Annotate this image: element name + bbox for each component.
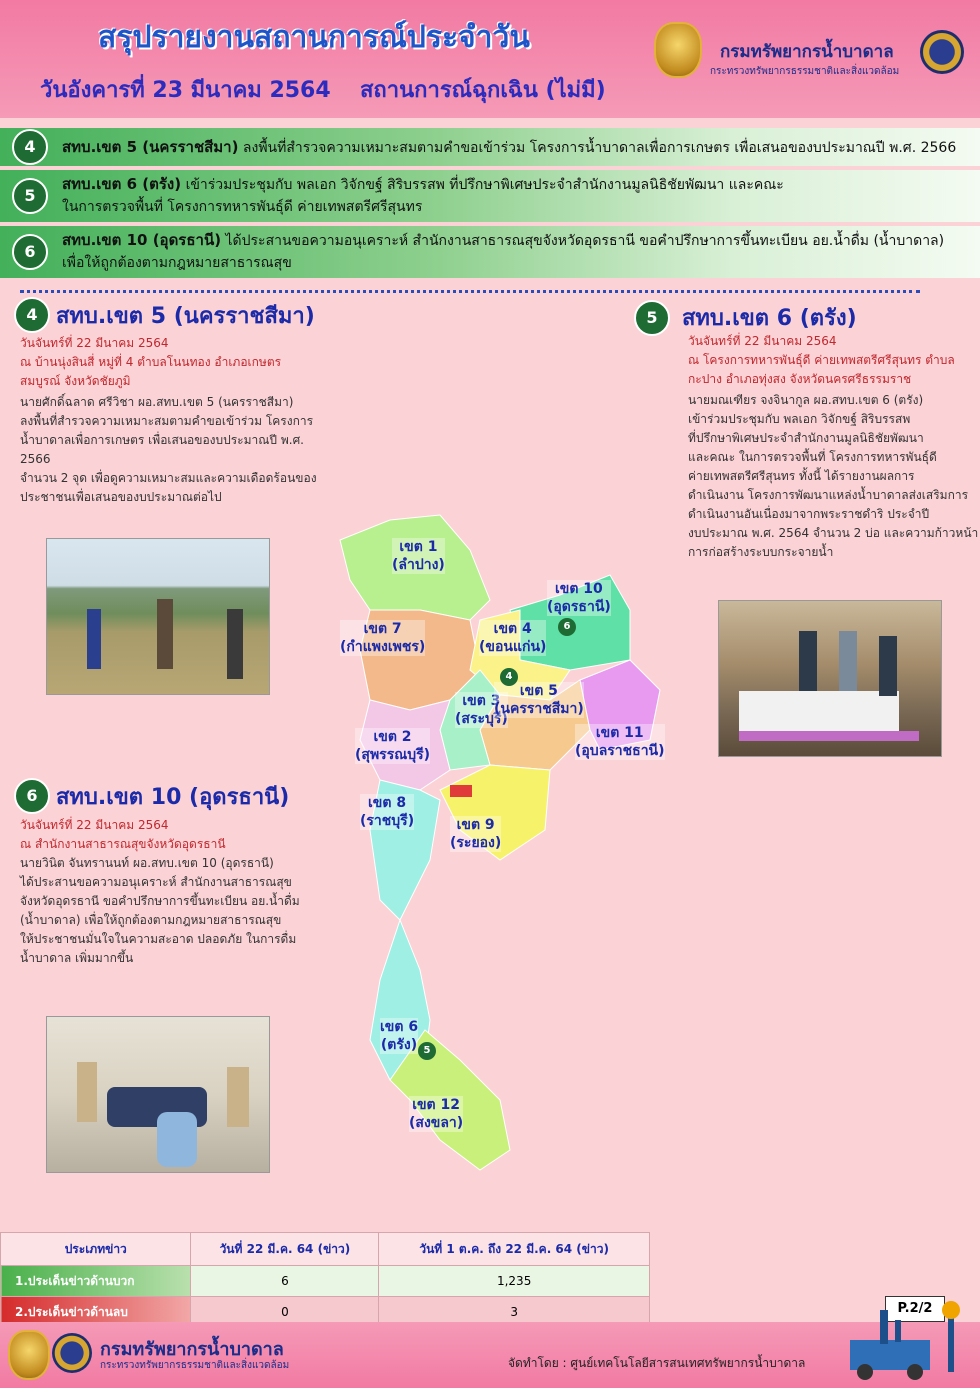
zone-label-z1: เขต 1 (ลำปาง) <box>392 539 445 573</box>
summary-text-cont: เพื่อให้ถูกต้องตามกฎหมายสาธารณสุข <box>62 255 292 271</box>
footer-dept-name: กรมทรัพยากรน้ำบาดาล <box>100 1339 284 1360</box>
section-title: สทบ.เขต 10 (อุดรธานี) <box>56 785 290 810</box>
section-title: สทบ.เขต 6 (ตรัง) <box>682 306 857 331</box>
office-meeting-photo <box>46 1016 270 1173</box>
section-number: 5 <box>634 300 670 336</box>
report-title: สรุปรายงานสถานการณ์ประจำวัน <box>98 20 530 55</box>
table-cell: 1,235 <box>379 1266 650 1297</box>
zone-label-z11: เขต 11 (อุบลราชธานี) <box>575 725 665 759</box>
section-place: ณ สำนักงานสาธารณสุขจังหวัดอุดรธานี <box>20 837 226 851</box>
footer-credit: จัดทำโดย : ศูนย์เทคโนโลยีสารสนเทศทรัพยากรน้ำบาดาล <box>508 1356 806 1370</box>
table-row <box>1 1266 650 1297</box>
emergency-status: สถานการณ์ฉุกเฉิน (ไม่มี) <box>360 78 606 103</box>
zone-label-z4: เขต 4 (ขอนแก่น) <box>479 621 547 655</box>
zone-label-z3: เขต 3 (สระบุรี) <box>455 693 508 727</box>
ministry-name: กระทรวงทรัพยากรธรรมชาติและสิ่งแวดล้อม <box>710 66 900 77</box>
table-header: วันที่ 1 ต.ค. ถึง 22 มี.ค. 64 (ข่าว) <box>379 1233 650 1266</box>
section-body: นายมณเฑียร จงจินากูล ผอ.สทบ.เขต 6 (ตรัง) เข้าร่วมประชุมกับ พลเอก วิจักขฐ์ สิริบรรสพ ที่ปรึกษาพิเศษประจำสำนักงานมูลนิธิชัยพัฒนา และคณะ ในการตรวจพื้นที่ โครงการทหารพันธุ์ดี ค่ายเทพสตรีศรีสุนทร ทั้งนี้ ได้รายงานผลการ ดำเนินงาน โครงการพัฒนาแหล่งน้ำบาดาลส่งเสริมการ ดำเนินงานอันเนื่องมาจากพระราชดำริ ประจำปี งบประมาณ พ.ศ. 2564 จำนวน 2 บ่อ และความก้าวหน้า การก่อสร้างระบบกระจายน้ำ <box>688 393 979 559</box>
summary-strip-4 <box>0 128 980 166</box>
meeting-site-photo <box>718 600 942 757</box>
summary-number: 5 <box>12 178 48 214</box>
negative-news-label: 2.ประเด็นข่าวด้านลบ <box>1 1297 191 1328</box>
positive-news-label: 1.ประเด็นข่าวด้านบวก <box>1 1266 191 1297</box>
zone-label-z10: เขต 10 (อุดรธานี) <box>547 581 611 615</box>
divider <box>20 290 920 293</box>
zone-label-z2: เขต 2 (สุพรรณบุรี) <box>355 729 431 763</box>
dept-name: กรมทรัพยากรน้ำบาดาล <box>720 42 894 62</box>
summary-text: เข้าร่วมประชุมกับ พลเอก วิจักขฐ์ สิริบรรสพ ที่ปรึกษาพิเศษประจำสำนักงานมูลนิธิชัยพัฒนา และคณะ <box>185 177 784 193</box>
summary-text: ได้ประสานขอความอนุเคราะห์ สำนักงานสาธารณสุขจังหวัดอุดรธานี ขอคำปรึกษาการขึ้นทะเบียน อย.น้ำดื่ม (น้ำบาดาล) <box>225 233 945 249</box>
bangkok-area <box>450 785 472 797</box>
summary-office: สทบ.เขต 5 (นครราชสีมา) <box>62 138 239 156</box>
report-date: วันอังคารที่ 23 มีนาคม 2564 <box>40 78 331 103</box>
ministry-seal-icon <box>52 1333 92 1373</box>
summary-text-cont: ในการตรวจพื้นที่ โครงการทหารพันธุ์ดี ค่ายเทพสตรีศรีสุนทร <box>62 199 423 215</box>
summary-office: สทบ.เขต 10 (อุดรธานี) <box>62 231 222 249</box>
table-cell: 6 <box>191 1266 379 1297</box>
zone-label-z6: เขต 6 (ตรัง) <box>380 1019 419 1053</box>
field-survey-photo <box>46 538 270 695</box>
table-header: วันที่ 22 มี.ค. 64 (ข่าว) <box>191 1233 379 1266</box>
zone-label-z9: เขต 9 (ระยอง) <box>450 817 502 851</box>
section-date: วันจันทร์ที่ 22 มีนาคม 2564 <box>20 818 169 832</box>
section-place: ณ โครงการทหารพันธุ์ดี ค่ายเทพสตรีศรีสุนทร ตำบล กะปาง อำเภอทุ่งสง จังหวัดนครศรีธรรมราช <box>688 353 955 386</box>
map-marker: 4 <box>500 668 518 686</box>
zone-label-z5: เขต 5 (นครราชสีมา) <box>494 683 584 717</box>
summary-office: สทบ.เขต 6 (ตรัง) <box>62 175 182 193</box>
section-place: ณ บ้านนุ่งสินสี่ หมู่ที่ 4 ตำบลโนนทอง อำเภอเกษตร สมบูรณ์ จังหวัดชัยภูมิ <box>20 355 282 388</box>
ministry-seal-icon <box>920 30 964 74</box>
table-cell: 3 <box>379 1297 650 1328</box>
summary-number: 6 <box>12 234 48 270</box>
summary-text: ลงพื้นที่สำรวจความเหมาะสมตามคำขอเข้าร่วม โครงการน้ำบาดาลเพื่อการเกษตร เพื่อเสนอของบประมาณปี พ.ศ. 2566 <box>242 140 957 156</box>
section-date: วันจันทร์ที่ 22 มีนาคม 2564 <box>20 336 169 350</box>
section-body: นายศักดิ์ฉลาด ศรีวิชา ผอ.สทบ.เขต 5 (นครราชสีมา) ลงพื้นที่สำรวจความเหมาะสมตามคำขอเข้าร่วม โครงการ น้ำบาดาลเพื่อการเกษตร เพื่อเสนอของบประมาณปี พ.ศ. 2566 จำนวน 2 จุด เพื่อดูความเหมาะสมและความเดือดร้อนของ ประชาชนเพื่อเสนอของบประมาณต่อไป <box>20 395 317 504</box>
dgr-emblem-icon <box>654 22 702 78</box>
summary-strip-5 <box>0 170 980 222</box>
section-body: นายวินิต จันทรานนท์ ผอ.สทบ.เขต 10 (อุดรธานี) ได้ประสานขอความอนุเคราะห์ สำนักงานสาธารณสุข จังหวัดอุดรธานี ขอคำปรึกษาการขึ้นทะเบียน อย.น้ำดื่ม (น้ำบาดาล) เพื่อให้ถูกต้องตามกฎหมายสาธารณสุข ให้ประชาชนมั่นใจในความสะอาด ปลอดภัย ในการดื่ม น้ำบาดาล เพิ่มมากขึ้น <box>20 856 300 965</box>
section-number: 4 <box>14 297 50 333</box>
map-marker: 5 <box>418 1042 436 1060</box>
page-number: P.2/2 <box>885 1296 945 1322</box>
drilling-truck-icon <box>840 1300 975 1386</box>
section-title: สทบ.เขต 5 (นครราชสีมา) <box>56 304 315 329</box>
footer-ministry-name: กระทรวงทรัพยากรธรรมชาติและสิ่งแวดล้อม <box>100 1360 290 1371</box>
zone-label-z8: เขต 8 (ราชบุรี) <box>360 795 415 829</box>
table-cell: 0 <box>191 1297 379 1328</box>
summary-strip-6 <box>0 226 980 278</box>
zone-label-z7: เขต 7 (กำแพงเพชร) <box>340 621 426 655</box>
zone-label-z12: เขต 12 (สงขลา) <box>409 1097 464 1131</box>
map-marker: 6 <box>558 618 576 636</box>
summary-number: 4 <box>12 129 48 165</box>
table-header: ประเภทข่าว <box>1 1233 191 1266</box>
section-number: 6 <box>14 778 50 814</box>
news-stats-table <box>0 1232 650 1328</box>
dgr-emblem-icon <box>8 1330 50 1380</box>
section-date: วันจันทร์ที่ 22 มีนาคม 2564 <box>688 334 837 348</box>
